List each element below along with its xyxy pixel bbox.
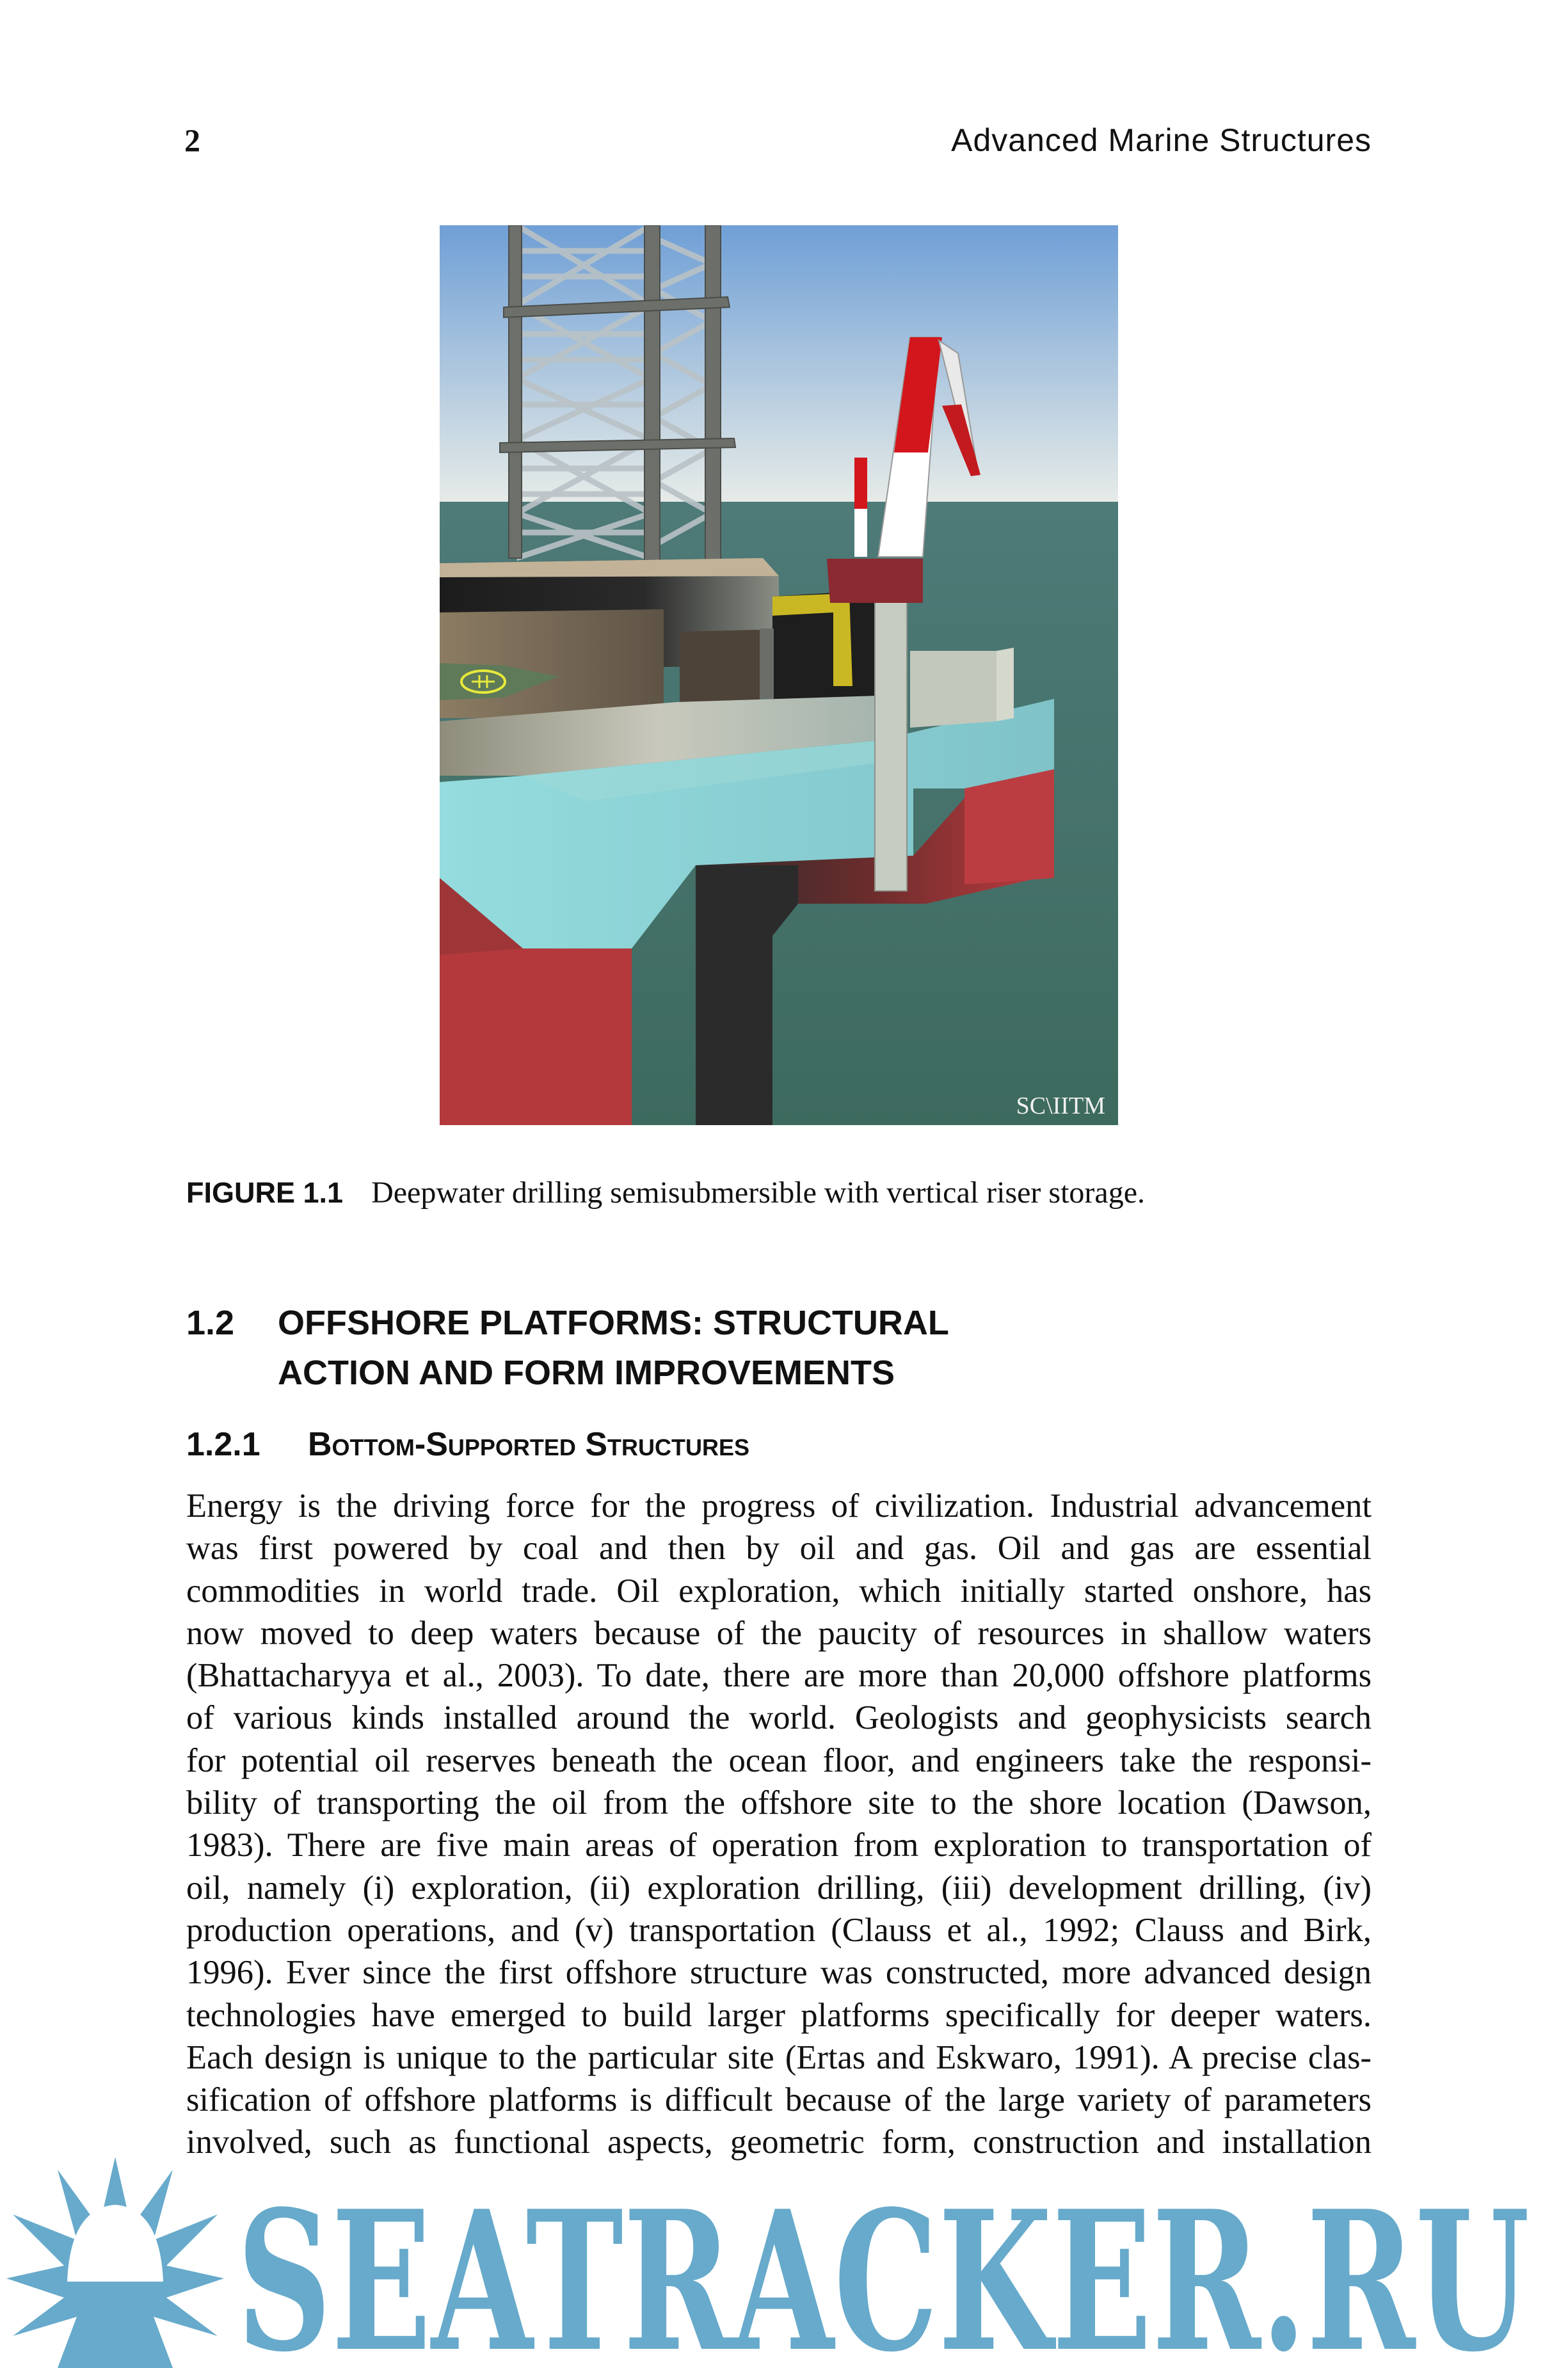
running-head: Advanced Marine Structures (951, 122, 1372, 158)
body-line (186, 1485, 1372, 1527)
body-line (186, 2079, 1372, 2121)
body-line-text: 1996). Ever since the first offshore structure was constructed, more advanced design (186, 1954, 1372, 1992)
body-line (186, 1654, 1372, 1697)
subsection-heading (186, 1420, 749, 1469)
body-line (186, 1612, 1372, 1654)
body-line-text: Energy is the driving force for the progress of civilization. Industrial advancement (186, 1487, 1372, 1524)
body-line-text: Each design is unique to the particular site (Ertas and Eskwaro, 1991). A precise clas- (186, 2038, 1372, 2076)
body-line-text: commodities in world trade. Oil exploration, which initially started onshore, has (186, 1572, 1372, 1610)
body-line-text: technologies have emerged to build larger platforms specifically for deeper waters. (186, 1996, 1372, 2034)
body-line (186, 1697, 1372, 1739)
body-line (186, 1867, 1372, 1909)
section-heading (186, 1298, 949, 1398)
subsection-title: Bottom-Supported Structures (308, 1426, 750, 1463)
section-number: 1.2 (186, 1304, 235, 1342)
figure-label: FIGURE 1.1 (186, 1176, 344, 1209)
watermark-text: SEATRACKER.RU (237, 2168, 1530, 2368)
body-line-text: now moved to deep waters because of the paucity of resources in shallow waters (186, 1614, 1372, 1652)
figure-caption (186, 1175, 1145, 1210)
section-title-line1: OFFSHORE PLATFORMS: STRUCTURAL (278, 1304, 949, 1342)
body-line-text: for potential oil reserves beneath the ocean floor, and engineers take the responsi- (186, 1741, 1372, 1779)
body-line-text: of various kinds installed around the world. Geologists and geophysicists search (186, 1699, 1372, 1737)
body-line-text: 1983). There are five main areas of operation from exploration to transportation of (186, 1827, 1372, 1864)
body-line-text: (Bhattacharyya et al., 2003). To date, there are more than 20,000 offshore platforms (186, 1657, 1372, 1695)
figure-semisubmersible-illustration (440, 225, 1118, 1125)
body-line-text: involved, such as functional aspects, geometric form, construction and installation (186, 2124, 1372, 2161)
subsection-number: 1.2.1 (186, 1426, 260, 1463)
body-line (186, 1994, 1372, 2036)
body-line (186, 1527, 1372, 1569)
body-text (186, 1485, 1372, 2164)
body-line (186, 1782, 1372, 1824)
body-line (186, 1824, 1372, 1866)
body-line (186, 1740, 1372, 1782)
body-line-text: sification of offshore platforms is difficult because of the large variety of parameters (186, 2081, 1372, 2119)
body-line-text: bility of transporting the oil from the offshore site to the shore location (Dawson, (186, 1784, 1372, 1822)
body-line-text: production operations, and (v) transportation (Clauss et al., 1992; Clauss and Birk, (186, 1911, 1372, 1949)
page-number: 2 (184, 122, 200, 158)
body-line-text: oil, namely (i) exploration, (ii) exploration drilling, (iii) development drilling, (iv) (186, 1869, 1372, 1907)
section-title-line2: ACTION AND FORM IMPROVEMENTS (278, 1354, 895, 1392)
watermark-logo (0, 2131, 1568, 2368)
body-line (186, 1909, 1372, 1951)
body-line (186, 1570, 1372, 1612)
figure-credit: SC\IITM (1016, 1092, 1105, 1119)
body-line (186, 2036, 1372, 2079)
body-line-text: was first powered by coal and then by oil and gas. Oil and gas are essential (186, 1530, 1372, 1567)
figure-caption-text: Deepwater drilling semisubmersible with vertical riser storage. (371, 1176, 1146, 1210)
body-line (186, 1951, 1372, 1994)
